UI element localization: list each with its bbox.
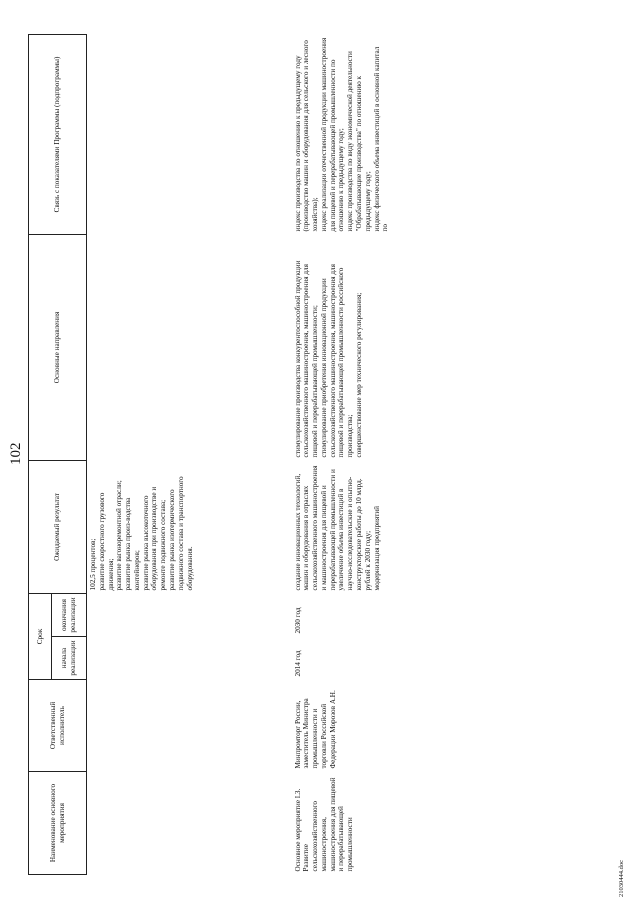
- cell-executor: Минпромторг России, заместитель Министра промышленности и торговли Российской Федерации Морозов А.Н.: [293, 690, 337, 769]
- header-indicators-link: Связь с показателями Программы (подпрограммы): [29, 34, 87, 234]
- header-measure-name: Наименование основного мероприятия: [29, 772, 87, 875]
- cell-end: [87, 593, 292, 636]
- table-row: [292, 34, 393, 874]
- cell-result: создание инновационных технологий, машин и оборудования в отраслях сельскохозяйственного машиностроения и машиностроения для пищевой и перерабатывающей промышленности и увеличение объема инвестиций в научно-исследовательские и опытно-конструкторские работы до 10 млрд. рублей к 2030 году; модернизация предприятий: [293, 465, 381, 591]
- cell-measure-name: Основное мероприятие I.3. Развитие сельскохозяйственного машиностроения, машиностроения для пищевой и перерабатывающей промышленности: [293, 777, 355, 872]
- cell-indicators-link: индекс производства по отношению к предыдущему году (производство машин и оборудования для сельского и лесного хозяйства); индекс реализации отечественной продукции машиностроения для пищевой и перерабатывающей промышленности по отношению к предыдущему году; индекс производства по виду экономической деятельности "Обрабатывающие производства" по отношению к предыдущему году; индекс физического объема инвестиций в основной капитал по: [293, 37, 390, 232]
- cell-start: [87, 637, 292, 680]
- cell-start: 2014 год: [293, 650, 302, 677]
- document-reference: 21030444.doc: [618, 859, 625, 897]
- cell-indicators-link: [87, 34, 292, 234]
- page-number: 102: [8, 442, 24, 465]
- header-term-end: окончания реализации: [52, 593, 87, 636]
- cell-end: 2030 год: [293, 607, 302, 634]
- cell-directions: [87, 234, 292, 460]
- table-row: [87, 34, 292, 874]
- header-result: Ожидаемый результат: [29, 460, 87, 593]
- cell-measure-name: [87, 772, 292, 875]
- header-term: Срок: [29, 593, 52, 679]
- header-directions: Основные направления: [29, 234, 87, 460]
- cell-directions: стимулирование производства конкурентоспособной продукции сельскохозяйственного машиностроения, машиностроения для пищевой и перерабатывающей промышленности; стимулирование приобретения инновационной продукции сельскохозяйственного машиностроения, машиностроения для пищевой и перерабатывающей промышленности российского производства; совершенствование мер технического регулирования;: [293, 260, 363, 458]
- cell-result: 102,5 процентов; развитие скоростного грузового движения; развитие вагоноремонтной отрасли; развитие рынка произ-водства контейнеров; развитие рынка высокоточного оборудования при производстве и ремонте подвижного состава; развитие рынка изотермического подвижного состава и транспортного оборудования.: [89, 476, 194, 591]
- cell-executor: [87, 680, 292, 772]
- header-term-start: начала реализации: [52, 637, 87, 680]
- measures-table: [28, 34, 392, 875]
- header-executor: Ответственный исполнитель: [29, 680, 87, 772]
